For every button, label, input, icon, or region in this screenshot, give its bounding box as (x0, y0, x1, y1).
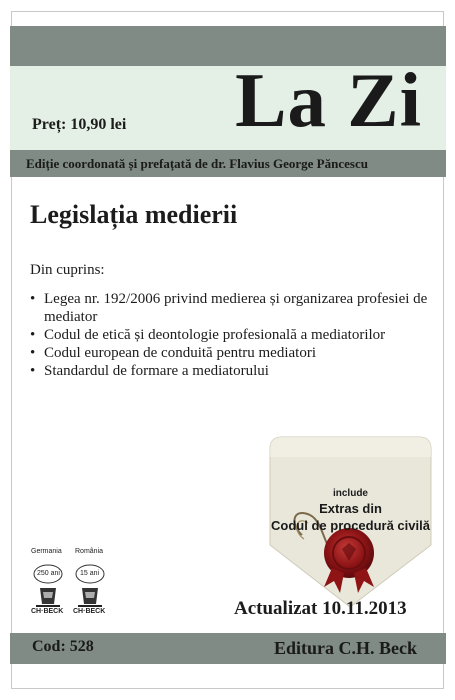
germany-years: 250 ani (37, 570, 60, 577)
contents-item-text: Legea nr. 192/2006 privind medierea și organizarea profesiei de mediator (44, 291, 428, 325)
contents-item (30, 326, 430, 344)
publisher-name: Editura C.H. Beck (274, 638, 418, 658)
brand-label-left: CH·BECK (31, 608, 64, 615)
product-code: Cod: 528 (32, 638, 94, 655)
bullet-icon: • (30, 291, 36, 307)
brand-label-right: CH·BECK (73, 608, 106, 615)
series-logo: La Zi (235, 57, 422, 143)
contents-item (30, 290, 430, 326)
germany-label: Germania (31, 548, 62, 555)
contents-item (30, 344, 430, 362)
contents-item-text: Standardul de formare a mediatorului (44, 363, 269, 379)
contents-list (30, 290, 430, 380)
seal-code: Codul de procedură civilă (271, 518, 430, 533)
bullet-icon: • (30, 345, 36, 361)
price-label: Preț: 10,90 lei (32, 116, 127, 133)
contents-item-text: Codul de etică și deontologie profesională a mediatorilor (44, 327, 386, 343)
bullet-icon: • (30, 327, 36, 343)
romania-years: 15 ani (80, 570, 100, 577)
update-date: Actualizat 10.11.2013 (234, 598, 407, 619)
contents-item-text: Codul european de conduită pentru mediatori (44, 345, 316, 361)
edition-note: Ediție coordonată și prefațată de dr. Flavius George Păncescu (26, 156, 368, 171)
romania-label: România (75, 548, 104, 555)
book-title: Legislația medierii (30, 200, 238, 229)
contents-label: Din cuprins: (30, 262, 105, 278)
seal-extract: Extras din (319, 501, 382, 516)
bullet-icon: • (30, 363, 36, 379)
contents-item (30, 362, 430, 380)
seal-include: include (332, 488, 368, 499)
